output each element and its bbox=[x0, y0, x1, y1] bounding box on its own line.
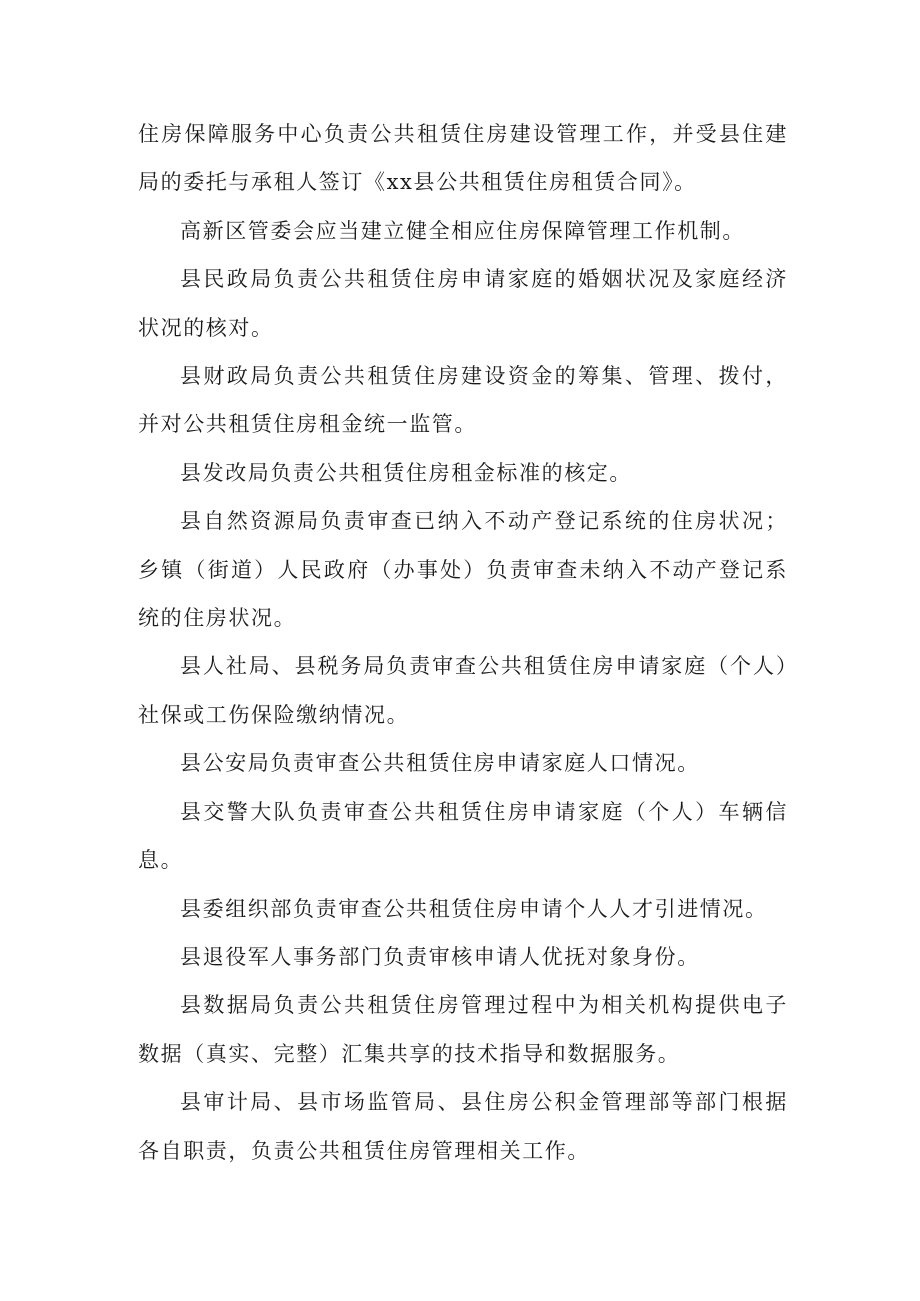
paragraph-veterans-affairs: 县退役军人事务部门负责审核申请人优抚对象身份。 bbox=[180, 944, 700, 969]
paragraph-traffic-police: 县交警大队负责审查公共租赁住房申请家庭（个人）车辆信息。 bbox=[138, 799, 788, 873]
paragraph-housing-center: 住房保障服务中心负责公共租赁住房建设管理工作，并受县住建局的委托与承租人签订《xx县公共租赁住房租赁合同》。 bbox=[138, 122, 788, 195]
paragraph-public-security: 县公安局负责审查公共租赁住房申请家庭人口情况。 bbox=[180, 751, 700, 776]
paragraph-civil-affairs: 县民政局负责公共租赁住房申请家庭的婚姻状况及家庭经济状况的核对。 bbox=[138, 267, 788, 340]
paragraph-natural-resources: 县自然资源局负责审查已纳入不动产登记系统的住房状况；乡镇（街道）人民政府（办事处）负责审查未纳入不动产登记系统的住房状况。 bbox=[138, 509, 788, 631]
paragraph-audit-market: 县审计局、县市场监管局、县住房公积金管理部等部门根据各自职责，负责公共租赁住房管理相关工作。 bbox=[138, 1090, 788, 1163]
paragraph-organization-dept: 县委组织部负责审查公共租赁住房申请个人人才引进情况。 bbox=[180, 896, 768, 921]
paragraph-high-tech-zone: 高新区管委会应当建立健全相应住房保障管理工作机制。 bbox=[180, 218, 745, 243]
paragraph-development-reform: 县发改局负责公共租赁住房租金标准的核定。 bbox=[180, 460, 632, 485]
paragraph-social-security-tax: 县人社局、县税务局负责审查公共租赁住房申请家庭（个人）社保或工伤保险缴纳情况。 bbox=[138, 654, 788, 727]
paragraph-data-bureau: 县数据局负责公共租赁住房管理过程中为相关机构提供电子数据（真实、完整）汇集共享的技术指导和数据服务。 bbox=[138, 993, 788, 1066]
document-body bbox=[138, 110, 788, 1175]
paragraph-finance: 县财政局负责公共租赁住房建设资金的筹集、管理、拨付，并对公共租赁住房租金统一监管。 bbox=[138, 364, 788, 437]
